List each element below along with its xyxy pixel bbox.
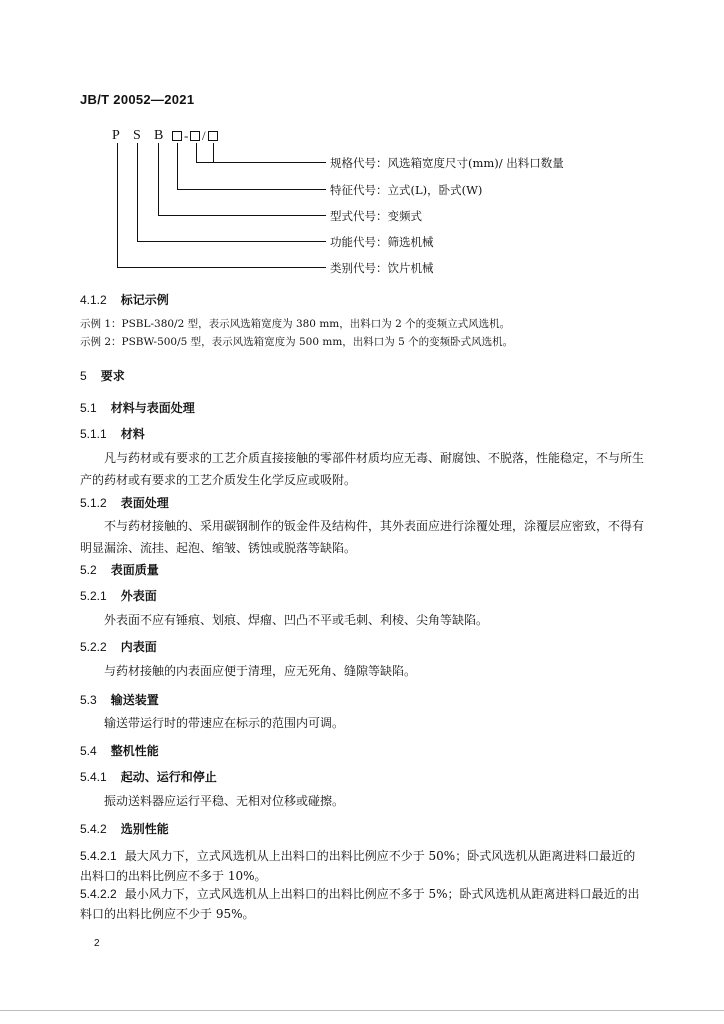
heading-5-1 bbox=[80, 399, 195, 416]
paragraph-5-1-2: 不与药材接触的、采用碳钢制作的钣金件及结构件，其外表面应进行涂覆处理，涂覆层应密致，不得有明显漏涂、流挂、起泡、缩皱、锈蚀或脱落等缺陷。 bbox=[80, 519, 645, 555]
heading-5-3 bbox=[80, 691, 159, 708]
model-code-diagram bbox=[0, 0, 724, 300]
heading-title: 标记示例 bbox=[120, 293, 169, 307]
clause-text: 最小风力下，立式风选机从上出料口的出料比例应不多于 5%；卧式风选机从距离进料口最近的出料口的出料比例应不少于 95%。 bbox=[80, 887, 640, 921]
heading-title: 表面处理 bbox=[120, 496, 169, 510]
marking-example-2: 示例 2：PSBW-500/5 型，表示风选箱宽度为 500 mm，出料口为 5 个的变频卧式风选机。 bbox=[80, 336, 514, 348]
heading-5-4-1 bbox=[80, 768, 217, 785]
paragraph-5-2-1: 外表面不应有锤痕、划痕、焊瘤、凹凸不平或毛刺、利棱、尖角等缺陷。 bbox=[104, 613, 489, 627]
heading-title: 表面质量 bbox=[110, 563, 159, 577]
code-label-spec: 规格代号：风选箱宽度尺寸(mm)/ 出料口数量 bbox=[330, 156, 564, 170]
code-label-function: 功能代号：筛选机械 bbox=[330, 235, 434, 249]
leader-line-category-v bbox=[117, 143, 118, 267]
code-box-width bbox=[190, 131, 200, 141]
code-label-feature: 特征代号：立式(L)，卧式(W) bbox=[330, 183, 483, 197]
page-number: 2 bbox=[94, 938, 100, 949]
leader-line-feature-v bbox=[177, 143, 178, 189]
heading-number: 5.3 bbox=[80, 693, 97, 707]
paragraph-5-4-1: 振动送料器应运行平稳、无相对位移或碰擦。 bbox=[104, 794, 345, 808]
leader-line-function-v bbox=[137, 143, 138, 241]
heading-number: 5 bbox=[80, 369, 87, 383]
heading-number: 5.1.1 bbox=[80, 427, 107, 441]
marking-example-1: 示例 1：PSBL-380/2 型，表示风选箱宽度为 380 mm，出料口为 2 个的变频立式风选机。 bbox=[80, 318, 511, 330]
clause-5-4-2-1 bbox=[80, 846, 646, 886]
heading-number: 5.1.2 bbox=[80, 496, 107, 510]
heading-title: 材料 bbox=[120, 427, 145, 441]
heading-4-1-2 bbox=[80, 291, 169, 308]
leader-line-spec-v2 bbox=[213, 143, 214, 163]
code-hyphen: - bbox=[184, 128, 189, 143]
code-letter-p: P bbox=[112, 128, 120, 143]
paragraph-5-1-1: 凡与药材或有要求的工艺介质直接接触的零部件材质均应无毒、耐腐蚀、不脱落，性能稳定，不与所生产的药材或有要求的工艺介质发生化学反应或吸附。 bbox=[80, 451, 645, 487]
heading-number: 4.1.2 bbox=[80, 293, 107, 307]
code-letter-b: B bbox=[154, 128, 164, 143]
heading-5-1-1 bbox=[80, 425, 145, 442]
heading-number: 5.2 bbox=[80, 563, 97, 577]
code-letter-s: S bbox=[133, 128, 141, 143]
paragraph-5-3: 输送带运行时的带速应在标示的范围内可调。 bbox=[104, 716, 345, 730]
code-label-type: 型式代号：变频式 bbox=[330, 209, 422, 223]
heading-number: 5.4.1 bbox=[80, 770, 107, 784]
heading-title: 选别性能 bbox=[120, 822, 169, 836]
heading-number: 5.2.1 bbox=[80, 589, 107, 603]
leader-line-category-h bbox=[117, 267, 326, 268]
clause-number: 5.4.2.1 bbox=[80, 849, 117, 863]
leader-line-feature-h bbox=[177, 189, 326, 190]
heading-title: 要求 bbox=[100, 369, 125, 383]
leader-line-type-v bbox=[158, 143, 159, 215]
heading-5 bbox=[80, 367, 125, 384]
heading-5-2-1 bbox=[80, 587, 157, 604]
heading-title: 材料与表面处理 bbox=[110, 401, 195, 415]
heading-title: 整机性能 bbox=[110, 744, 159, 758]
clause-text: 最大风力下，立式风选机从上出料口的出料比例应不少于 50%；卧式风选机从距离进料口最近的出料口的出料比例应不多于 10%。 bbox=[80, 849, 636, 883]
code-box-feature bbox=[172, 131, 182, 141]
heading-5-4-2 bbox=[80, 820, 169, 837]
heading-5-4 bbox=[80, 742, 159, 759]
paragraph-5-2-2: 与药材接触的内表面应便于清理，应无死角、缝隙等缺陷。 bbox=[104, 664, 417, 678]
heading-number: 5.2.2 bbox=[80, 640, 107, 654]
leader-line-spec-v1 bbox=[196, 143, 197, 163]
heading-number: 5.4.2 bbox=[80, 822, 107, 836]
code-slash: / bbox=[202, 128, 206, 143]
heading-title: 起动、运行和停止 bbox=[120, 770, 217, 784]
leader-line-spec-h bbox=[196, 162, 326, 163]
heading-5-2 bbox=[80, 561, 159, 578]
heading-number: 5.1 bbox=[80, 401, 97, 415]
heading-title: 外表面 bbox=[120, 589, 157, 603]
heading-title: 输送装置 bbox=[110, 693, 159, 707]
leader-line-type-h bbox=[158, 215, 326, 216]
clause-number: 5.4.2.2 bbox=[80, 887, 117, 901]
heading-5-1-2 bbox=[80, 494, 169, 511]
code-box-outlets bbox=[208, 131, 218, 141]
page-bottom-edge bbox=[0, 1010, 724, 1011]
heading-number: 5.4 bbox=[80, 744, 97, 758]
document-code-header: JB/T 20052—2021 bbox=[80, 92, 195, 107]
heading-title: 内表面 bbox=[120, 640, 157, 654]
leader-line-function-h bbox=[137, 241, 326, 242]
code-label-category: 类别代号：饮片机械 bbox=[330, 261, 434, 275]
heading-5-2-2 bbox=[80, 638, 157, 655]
clause-5-4-2-2 bbox=[80, 884, 646, 924]
